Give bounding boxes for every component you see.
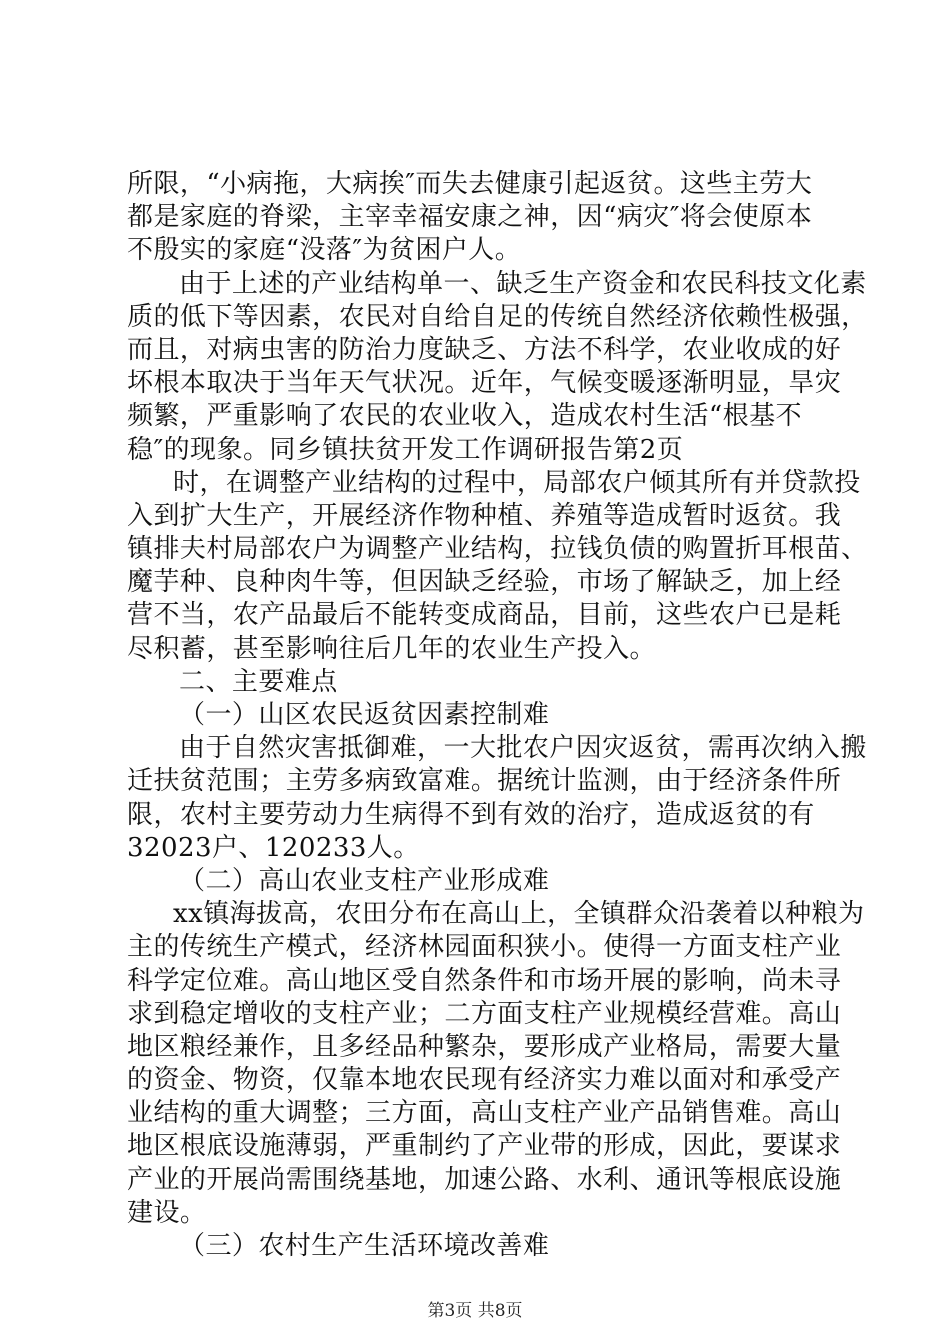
text-line: 由于上述的产业结构单一、缺乏生产资金和农民科技文化素: [179, 268, 867, 299]
text-line: 的资金、物资，仅靠本地农民现有经济实力难以面对和承受产: [127, 1065, 842, 1096]
text-line: （三）农村生产生活环境改善难: [179, 1231, 550, 1261]
text-line: 坏根本取决于当年天气状况。近年，气候变暖逐渐明显，旱灾: [127, 368, 842, 399]
text-line: 主的传统生产模式，经济林园面积狭小。使得一方面支柱产业: [127, 932, 842, 963]
text-line: 建设。: [127, 1197, 207, 1228]
text-line: 魔芋种、良种肉牛等，但因缺乏经验，市场了解缺乏，加上经: [127, 567, 842, 598]
page-footer: 第3页 共8页: [427, 1301, 523, 1321]
text-line: （一）山区农民返贫因素控制难: [179, 700, 550, 730]
text-line: 32023户、120233人。: [127, 832, 420, 863]
text-line: 地区根底设施薄弱，严重制约了产业带的形成，因此，要谋求: [127, 1131, 842, 1162]
text-line: 由于自然灾害抵御难，一大批农户因灾返贫，需再次纳入搬: [179, 733, 867, 764]
text-line: 地区粮经兼作，且多经品种繁杂，要形成产业格局，需要大量: [127, 1031, 842, 1062]
text-line: 质的低下等因素，农民对自给自足的传统自然经济依赖性极强，: [127, 301, 868, 332]
text-line: 不殷实的家庭“没落″为贫困户人。: [127, 235, 522, 266]
text-line: 镇排夫村局部农户为调整产业结构，拉钱负债的购置折耳根苗、: [127, 534, 868, 565]
text-line: 时，在调整产业结构的过程中，局部农户倾其所有并贷款投: [173, 467, 861, 498]
document-body: [127, 168, 868, 1263]
text-line: 业结构的重大调整；三方面，高山支柱产业产品销售难。高山: [127, 1098, 842, 1129]
text-line: 而且，对病虫害的防治力度缺乏、方法不科学，农业收成的好: [127, 334, 842, 365]
text-line: 二、主要难点: [179, 666, 338, 697]
text-line: 科学定位难。高山地区受自然条件和市场开展的影响，尚未寻: [127, 965, 842, 996]
text-line: 迁扶贫范围；主劳多病致富难。据统计监测，由于经济条件所: [127, 766, 842, 797]
text-line: 都是家庭的脊梁，主宰幸福安康之神，因“病灾″将会使原本: [127, 202, 813, 233]
text-line: 稳″的现象。同乡镇扶贫开发工作调研报告第2页: [127, 434, 684, 465]
text-line: 营不当，农产品最后不能转变成商品，目前，这些农户已是耗: [127, 600, 842, 631]
text-line: xx镇海拔高，农田分布在高山上，全镇群众沿袭着以种粮为: [173, 899, 865, 930]
text-line: 入到扩大生产，开展经济作物种植、养殖等造成暂时返贫。我: [127, 500, 842, 531]
text-line: 求到稳定增收的支柱产业；二方面支柱产业规模经营难。高山: [127, 998, 842, 1029]
text-line: 尽积蓄，甚至影响往后几年的农业生产投入。: [127, 633, 657, 664]
text-line: 限，农村主要劳动力生病得不到有效的治疗，造成返贫的有: [127, 799, 815, 830]
text-line: 产业的开展尚需围绕基地，加速公路、水利、通讯等根底设施: [127, 1164, 842, 1195]
text-line: 所限，“小病拖，大病挨″而失去健康引起返贫。这些主劳大: [127, 169, 813, 199]
text-line: （二）高山农业支柱产业形成难: [179, 865, 550, 896]
text-line: 频繁，严重影响了农民的农业收入，造成农村生活“根基不: [127, 401, 802, 432]
